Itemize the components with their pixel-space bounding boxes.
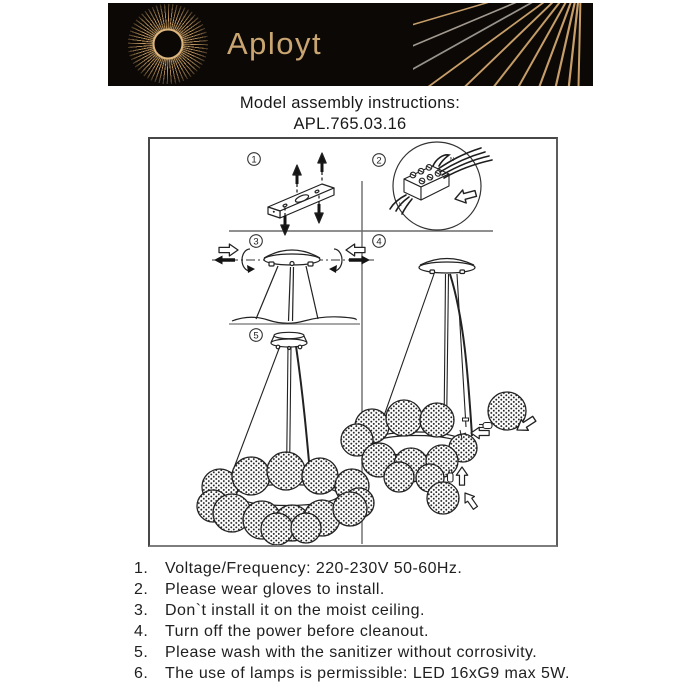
wire-label-n: N [450, 157, 454, 163]
attach-shade-up-arrow-icon [460, 490, 480, 511]
item-text: The use of lamps is permissible: LED 16xG9 max 5W. [165, 665, 570, 682]
rays-decoration-icon [413, 3, 593, 86]
item-number: 5. [134, 644, 149, 661]
step-number-3: 3 [253, 236, 259, 248]
model-code: APL.765.03.16 [293, 114, 407, 133]
page-title: Model assembly instructions: [239, 94, 461, 112]
step3-canopy-fixing-drawing [212, 244, 374, 323]
side-screw-icon [214, 256, 235, 265]
page-header [0, 93, 700, 134]
insert-lamp-up-arrow-icon [456, 467, 467, 485]
step1-mounting-bracket-drawing [268, 153, 334, 235]
item-text: Don`t install it on the moist ceiling. [165, 602, 425, 619]
detached-shade [427, 482, 459, 514]
screw-up-arrow-icon [318, 153, 326, 182]
item-number: 4. [134, 623, 149, 640]
rotate-arrowhead-icon [329, 265, 337, 273]
list-item [134, 663, 594, 684]
step-number-2: 2 [376, 155, 382, 167]
screw-up-arrow-icon [293, 165, 301, 194]
item-number: 1. [134, 560, 149, 577]
list-item [134, 600, 594, 621]
item-number: 3. [134, 602, 149, 619]
brand-banner [108, 3, 593, 86]
item-number: 6. [134, 665, 149, 682]
wire-label-l: L [399, 202, 403, 208]
list-item [134, 621, 594, 642]
step-number-4: 4 [376, 236, 382, 248]
assembly-diagram-panel [148, 137, 558, 547]
assembly-diagram [150, 139, 556, 545]
item-text: Please wash with the sanitizer without corrosivity. [165, 644, 538, 661]
list-item [134, 579, 594, 600]
instructions-list [134, 558, 594, 684]
step2-terminal-wiring-drawing [390, 142, 492, 230]
step-number-5: 5 [253, 330, 259, 342]
list-item [134, 642, 594, 663]
item-text: Turn off the power before cleanout. [165, 623, 429, 640]
sunburst-logo-icon [128, 4, 208, 84]
item-text: Voltage/Frequency: 220-230V 50-60Hz. [165, 560, 463, 577]
item-number: 2. [134, 581, 149, 598]
item-text: Please wear gloves to install. [165, 581, 385, 598]
step4-shade-install-drawing [341, 259, 538, 515]
list-item [134, 558, 594, 579]
step-number-1: 1 [251, 154, 257, 166]
push-right-arrow-icon [219, 244, 238, 256]
side-screw-icon [349, 256, 370, 265]
brand-logo-text: Aployt [227, 26, 323, 61]
rotate-arrowhead-icon [247, 265, 255, 273]
